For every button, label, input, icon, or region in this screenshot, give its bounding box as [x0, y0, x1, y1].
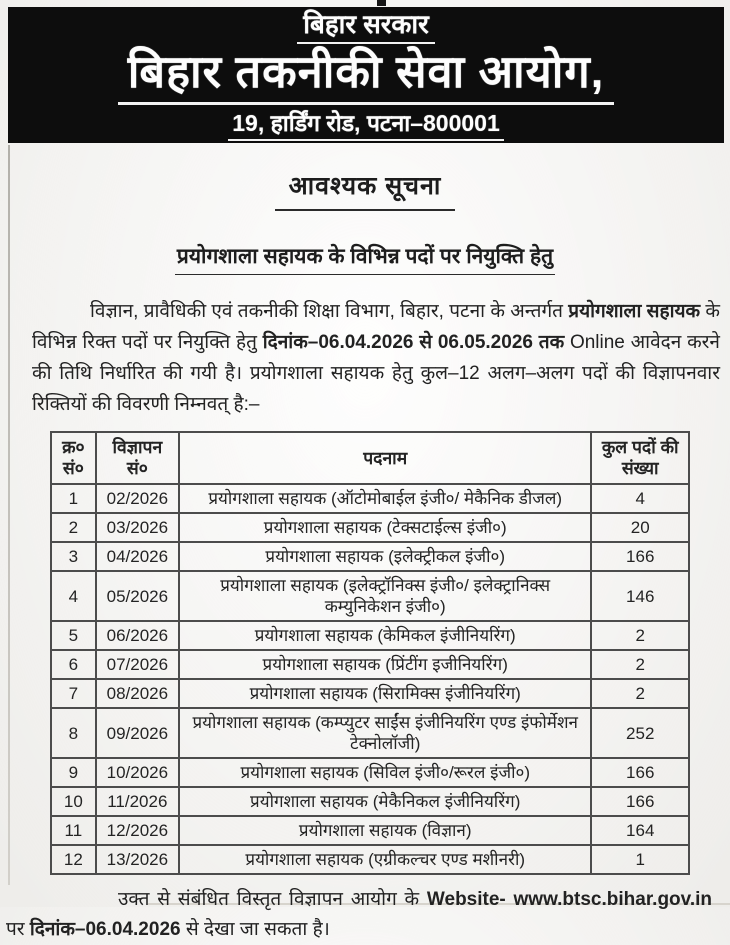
table-row — [51, 845, 689, 874]
cell-serial-number: 5 — [51, 621, 96, 650]
cell-total-posts: 146 — [591, 571, 689, 621]
masthead-address: 19, हार्डिंग रोड, पटना–800001 — [228, 108, 504, 141]
notice-title: आवश्यक सूचना — [275, 168, 456, 211]
cell-advertisement-number: 10/2026 — [96, 758, 179, 787]
cell-total-posts: 4 — [591, 484, 689, 513]
table-row — [51, 679, 689, 708]
cell-serial-number: 8 — [51, 708, 96, 758]
vacancy-table — [50, 431, 690, 875]
cell-serial-number: 1 — [51, 484, 96, 513]
notice-body — [0, 146, 730, 945]
cell-total-posts: 2 — [591, 621, 689, 650]
intro-paragraph: विज्ञान, प्रावैधिकी एवं तकनीकी शिक्षा विभाग, बिहार, पटना के अन्तर्गत प्रयोगशाला सहायक के विभिन्न रिक्त पदों पर नियुक्ति हेतु दिनांक–06.04.2026 से 06.05.2026 तक Online आवेदन करने की तिथि निर्धारित की गयी है। प्रयोगशाला सहायक हेतु कुल–12 अलग–अलग पदों की विज्ञापनवार रिक्तियों की विवरणी निम्नवत् है:– — [32, 301, 721, 415]
cell-post-name: प्रयोगशाला सहायक (इलेक्ट्रॉनिक्स इंजी०/ इलेक्ट्रानिक्स कम्युनिकेशन इंजी०) — [179, 571, 591, 621]
cell-post-name: प्रयोगशाला सहायक (विज्ञान) — [179, 816, 591, 845]
cell-total-posts: 2 — [591, 679, 689, 708]
cell-post-name: प्रयोगशाला सहायक (सिविल इंजी०/रूरल इंजी०) — [179, 758, 591, 787]
cell-post-name: प्रयोगशाला सहायक (प्रिंटींग इजीनियरिंग) — [179, 650, 591, 679]
cell-serial-number: 3 — [51, 542, 96, 571]
cell-post-name: प्रयोगशाला सहायक (कम्प्युटर साईंस इंजीनियरिंग एण्ड इंफोर्मेशन टेक्नोलॉजी) — [179, 708, 591, 758]
cell-total-posts: 20 — [591, 513, 689, 542]
cell-serial-number: 9 — [51, 758, 96, 787]
masthead-commission-name: बिहार तकनीकी सेवा आयोग, — [118, 44, 615, 105]
scan-artifact-tick — [377, 0, 386, 6]
cell-serial-number: 11 — [51, 816, 96, 845]
cell-total-posts: 166 — [591, 758, 689, 787]
cell-total-posts: 166 — [591, 542, 689, 571]
cell-total-posts: 166 — [591, 787, 689, 816]
government-masthead-banner — [8, 7, 724, 143]
cell-serial-number: 7 — [51, 679, 96, 708]
notice-subject: प्रयोगशाला सहायक के विभिन्न पदों पर नियुक्ति हेतु — [175, 242, 555, 275]
vacancy-table-body — [51, 484, 689, 874]
header-serial-number: क्र० सं० — [51, 432, 96, 484]
cell-serial-number: 10 — [51, 787, 96, 816]
table-row — [51, 758, 689, 787]
table-row — [51, 708, 689, 758]
cell-advertisement-number: 05/2026 — [96, 571, 179, 621]
cell-post-name: प्रयोगशाला सहायक (टेक्सटाईल्स इंजी०) — [179, 513, 591, 542]
table-row — [51, 816, 689, 845]
notice-subject-row — [0, 242, 730, 275]
cell-advertisement-number: 08/2026 — [96, 679, 179, 708]
cell-advertisement-number: 07/2026 — [96, 650, 179, 679]
cell-advertisement-number: 12/2026 — [96, 816, 179, 845]
cell-advertisement-number: 04/2026 — [96, 542, 179, 571]
cell-post-name: प्रयोगशाला सहायक (सिरामिक्स इंजीनियरिंग) — [179, 679, 591, 708]
cell-total-posts: 252 — [591, 708, 689, 758]
cell-advertisement-number: 11/2026 — [96, 787, 179, 816]
cell-advertisement-number: 09/2026 — [96, 708, 179, 758]
cell-total-posts: 164 — [591, 816, 689, 845]
cell-advertisement-number: 02/2026 — [96, 484, 179, 513]
cell-post-name: प्रयोगशाला सहायक (ऑटोमोबाईल इंजी०/ मेकैनिक डीजल) — [179, 484, 591, 513]
cell-total-posts: 2 — [591, 650, 689, 679]
footer-note: उक्त से संबंधित विस्तृत विज्ञापन आयोग के Website- www.btsc.bihar.gov.in पर दिनांक–06.04.2026 से देखा जा सकता है। — [6, 889, 712, 940]
cell-total-posts: 1 — [591, 845, 689, 874]
table-row — [51, 787, 689, 816]
cell-post-name: प्रयोगशाला सहायक (एग्रीकल्चर एण्ड मशीनरी) — [179, 845, 591, 874]
cell-advertisement-number: 03/2026 — [96, 513, 179, 542]
table-row — [51, 484, 689, 513]
table-row — [51, 571, 689, 621]
cell-advertisement-number: 06/2026 — [96, 621, 179, 650]
header-post-name: पदनाम — [179, 432, 591, 484]
cell-serial-number: 4 — [51, 571, 96, 621]
header-advertisement-number: विज्ञापन सं० — [96, 432, 179, 484]
notice-title-row — [0, 168, 730, 211]
cell-post-name: प्रयोगशाला सहायक (केमिकल इंजीनियरिंग) — [179, 621, 591, 650]
cell-post-name: प्रयोगशाला सहायक (इलेक्ट्रीकल इंजी०) — [179, 542, 591, 571]
header-total-posts: कुल पदों की संख्या — [591, 432, 689, 484]
vacancy-table-header-row — [51, 432, 689, 484]
cell-serial-number: 2 — [51, 513, 96, 542]
masthead-government-name: बिहार सरकार — [297, 9, 435, 44]
cell-post-name: प्रयोगशाला सहायक (मेकैनिकल इंजीनियरिंग) — [179, 787, 591, 816]
table-row — [51, 513, 689, 542]
cell-serial-number: 12 — [51, 845, 96, 874]
table-row — [51, 542, 689, 571]
table-row — [51, 621, 689, 650]
table-row — [51, 650, 689, 679]
cell-advertisement-number: 13/2026 — [96, 845, 179, 874]
cell-serial-number: 6 — [51, 650, 96, 679]
